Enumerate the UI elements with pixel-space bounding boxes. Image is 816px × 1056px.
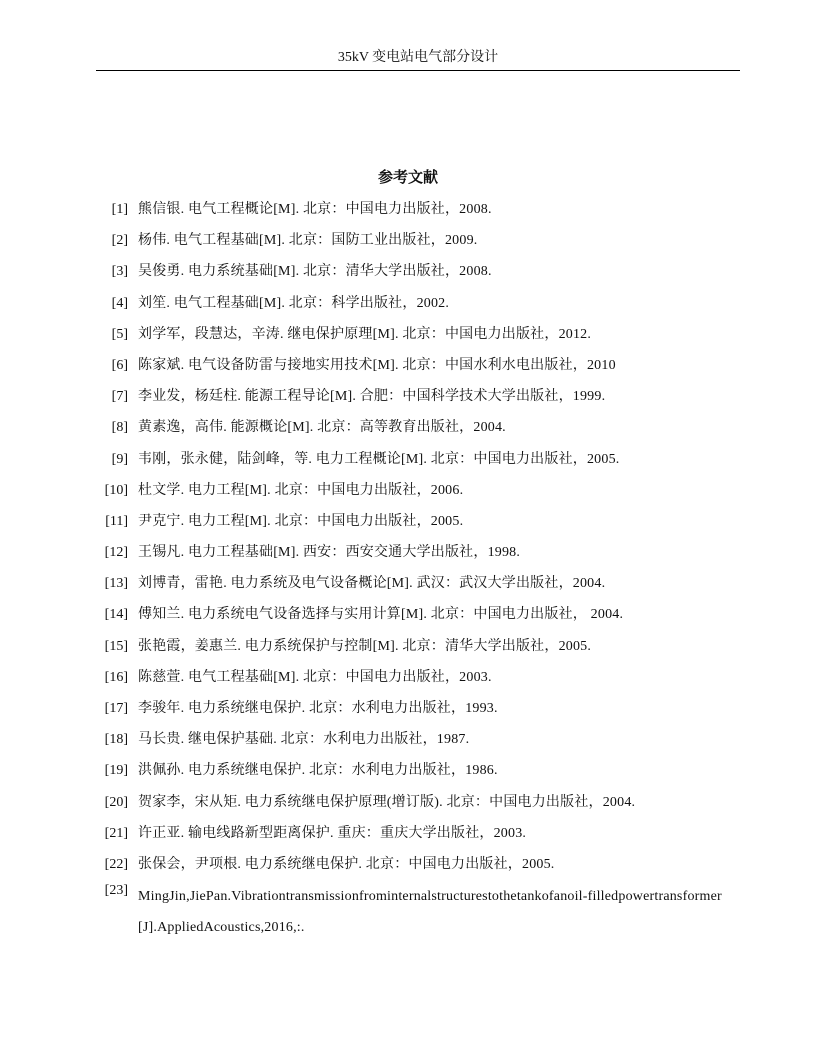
reference-item xyxy=(96,481,736,512)
reference-number: [10] xyxy=(104,482,128,498)
reference-item xyxy=(96,793,736,824)
page-header xyxy=(96,48,740,71)
reference-item xyxy=(96,294,736,325)
reference-number: [9] xyxy=(111,451,128,467)
reference-text: 吴俊勇. 电力系统基础[M]. 北京：清华大学出版社，2008. xyxy=(138,264,492,280)
reference-text: 李业发，杨廷柱. 能源工程导论[M]. 合肥：中国科学技术大学出版社，1999. xyxy=(138,389,606,405)
reference-text: 许正亚. 输电线路新型距离保护. 重庆：重庆大学出版社，2003. xyxy=(138,825,527,841)
reference-text: 杜文学. 电力工程[M]. 北京：中国电力出版社，2006. xyxy=(138,482,464,498)
reference-item xyxy=(96,262,736,293)
reference-text: 陈家斌. 电气设备防雷与接地实用技术[M]. 北京：中国水利水电出版社，2010 xyxy=(138,357,616,373)
reference-item xyxy=(96,356,736,387)
reference-text: 刘学军，段慧达，辛涛. 继电保护原理[M]. 北京：中国电力出版社，2012. xyxy=(138,326,592,342)
reference-number: [8] xyxy=(111,420,128,436)
reference-item xyxy=(96,668,736,699)
reference-text: 洪佩孙. 电力系统继电保护. 北京：水利电力出版社，1986. xyxy=(138,763,498,779)
reference-number: [7] xyxy=(111,389,128,405)
reference-number: [23] xyxy=(104,882,128,898)
reference-number: [12] xyxy=(104,545,128,561)
reference-item xyxy=(96,450,736,481)
reference-text: 熊信银. 电气工程概论[M]. 北京：中国电力出版社，2008. xyxy=(138,202,492,217)
reference-item xyxy=(96,699,736,730)
reference-item xyxy=(96,824,736,855)
reference-item xyxy=(96,325,736,356)
reference-text: 杨伟. 电气工程基础[M]. 北京：国防工业出版社，2009. xyxy=(138,233,478,249)
reference-number: [4] xyxy=(111,295,128,311)
reference-number: [22] xyxy=(104,856,128,872)
reference-number: [14] xyxy=(104,607,128,623)
reference-number: [6] xyxy=(111,357,128,373)
reference-text: 傅知兰. 电力系统电气设备选择与实用计算[M]. 北京：中国电力出版社， 2004. xyxy=(138,607,624,623)
reference-number: [2] xyxy=(111,233,128,249)
reference-text: 马长贵. 继电保护基础. 北京：水利电力出版社，1987. xyxy=(138,732,470,748)
reference-text: 尹克宁. 电力工程[M]. 北京：中国电力出版社，2005. xyxy=(138,513,464,529)
reference-item xyxy=(96,200,736,231)
reference-text: MingJin,JiePan.Vibrationtransmissionfrominternalstructurestothetankofanoil-filledpowertransformer[J].AppliedAcoustics,2016,:. xyxy=(138,888,722,935)
reference-number: [20] xyxy=(104,794,128,810)
reference-text: 张保会，尹项根. 电力系统继电保护. 北京：中国电力出版社，2005. xyxy=(138,856,555,872)
reference-number: [5] xyxy=(111,326,128,342)
reference-number: [3] xyxy=(111,264,128,280)
reference-text: 黄素逸，高伟. 能源概论[M]. 北京：高等教育出版社，2004. xyxy=(138,420,506,436)
reference-number: [11] xyxy=(105,513,128,529)
reference-item xyxy=(96,512,736,543)
reference-item xyxy=(96,231,736,262)
reference-number: [1] xyxy=(111,202,128,217)
reference-number: [19] xyxy=(104,763,128,779)
reference-text: 刘笙. 电气工程基础[M]. 北京：科学出版社，2002. xyxy=(138,295,450,311)
reference-item xyxy=(96,418,736,449)
reference-number: [16] xyxy=(104,669,128,685)
reference-item xyxy=(96,761,736,792)
reference-text: 王锡凡. 电力工程基础[M]. 西安：西安交通大学出版社，1998. xyxy=(138,545,521,561)
reference-item xyxy=(96,605,736,636)
reference-text: 张艳霞，姜惠兰. 电力系统保护与控制[M]. 北京：清华大学出版社，2005. xyxy=(138,638,592,654)
reference-text: 李骏年. 电力系统继电保护. 北京：水利电力出版社，1993. xyxy=(138,701,498,716)
reference-item xyxy=(96,730,736,761)
reference-item xyxy=(96,574,736,605)
reference-item xyxy=(96,387,736,418)
reference-text: 贺家李，宋从矩. 电力系统继电保护原理(增订版). 北京：中国电力出版社，2004. xyxy=(138,794,636,810)
reference-item xyxy=(96,543,736,574)
reference-number: [17] xyxy=(104,701,128,716)
reference-list xyxy=(96,200,736,943)
reference-item xyxy=(96,637,736,668)
reference-text: 陈慈萱. 电气工程基础[M]. 北京：中国电力出版社，2003. xyxy=(138,669,492,685)
header-title: 35kV 变电站电气部分设计 xyxy=(337,50,499,65)
reference-text: 韦刚，张永健，陆剑峰，等. 电力工程概论[M]. 北京：中国电力出版社，2005. xyxy=(138,451,620,467)
reference-number: [21] xyxy=(104,825,128,841)
section-title: 参考文献 xyxy=(377,168,438,186)
reference-number: [18] xyxy=(104,732,128,748)
reference-item xyxy=(96,881,736,943)
reference-text: 刘博青，雷艳. 电力系统及电气设备概论[M]. 武汉：武汉大学出版社，2004. xyxy=(138,576,606,592)
reference-number: [15] xyxy=(104,638,128,654)
reference-number: [13] xyxy=(104,576,128,592)
